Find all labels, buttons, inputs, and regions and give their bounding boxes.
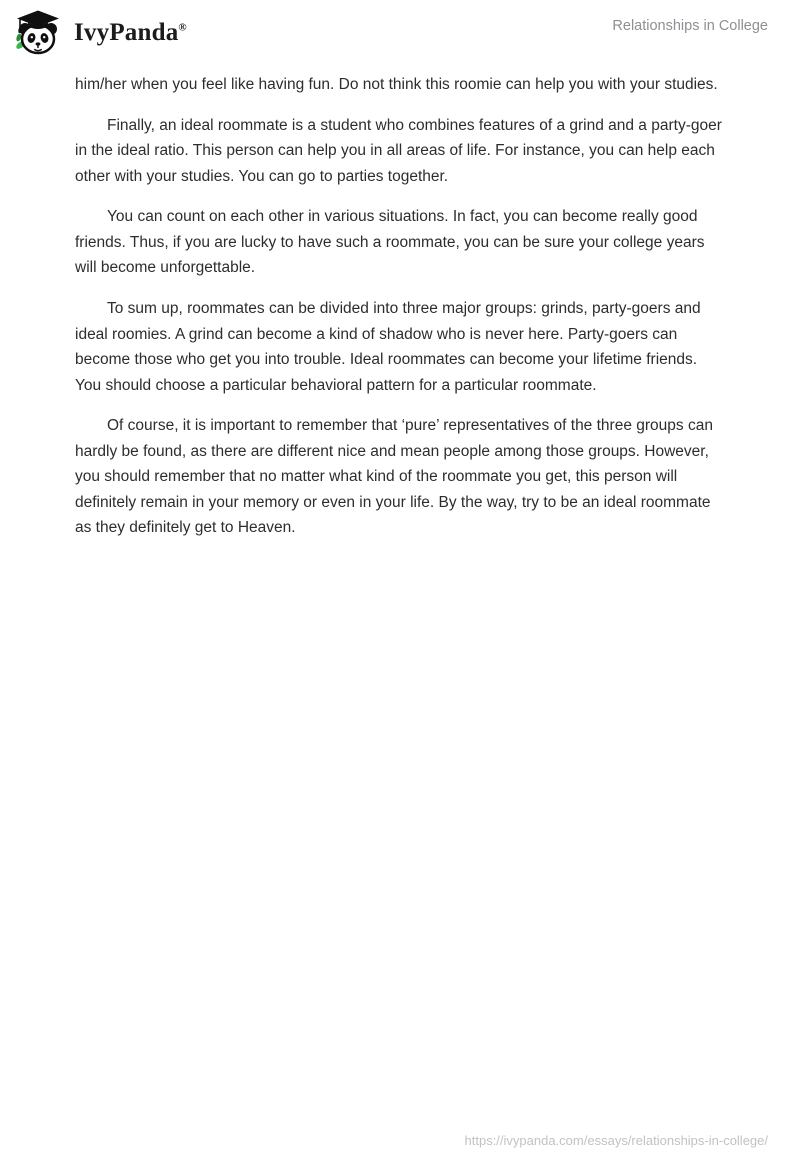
essay-content (0, 64, 800, 541)
source-url: https://ivypanda.com/essays/relationships-in-college/ (464, 1133, 768, 1148)
panda-graduate-icon (14, 9, 62, 57)
page-title: Relationships in College (612, 18, 768, 34)
essay-paragraph: Of course, it is important to remember that ‘pure’ representatives of the three groups can hardly be found, as there are different nice and mean people among those groups. However, you should remember that no matter what kind of the roommate you get, this person will definitely remain in your memory or even in your life. By the way, try to be an ideal roommate as they definitely get to Heaven. (75, 417, 713, 537)
essay-paragraph: Finally, an ideal roommate is a student who combines features of a grind and a party-goer in the ideal ratio. This person can help you in all areas of life. For instance, you can help each other with your studies. You can go to parties together. (75, 116, 722, 185)
essay-paragraph: To sum up, roommates can be divided into three major groups: grinds, party-goers and ideal roomies. A grind can become a kind of shadow who is never here. Party-goers can become those who get you into trouble. Ideal roommates can become your lifetime friends. You should choose a particular behavioral pattern for a particular roommate. (75, 299, 701, 394)
brand-name (74, 19, 187, 47)
page-header (0, 0, 800, 64)
brand-text: IvyPanda (74, 19, 179, 46)
ivypanda-logo[interactable] (14, 9, 187, 57)
essay-paragraph: You can count on each other in various situations. In fact, you can become really good friends. Thus, if you are lucky to have such a roommate, you can be sure your college years will become unforgettable. (75, 208, 705, 277)
registered-trademark: ® (178, 21, 187, 34)
essay-paragraph: him/her when you feel like having fun. Do not think this roomie can help you with your studies. (75, 76, 718, 93)
